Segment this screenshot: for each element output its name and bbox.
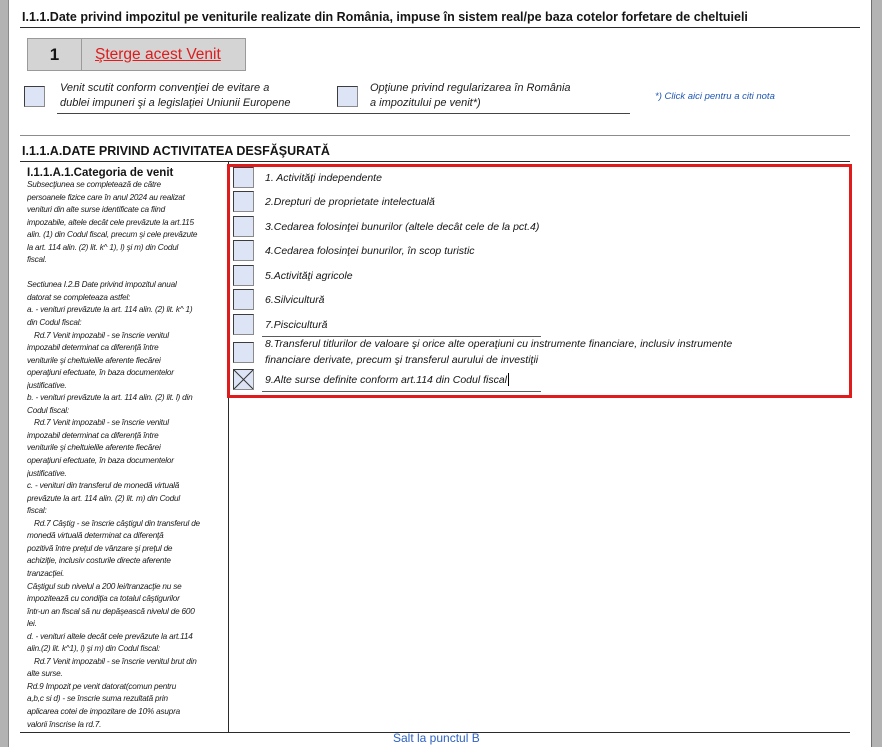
- help-text-line: din Codul fiscal:: [27, 318, 82, 328]
- help-text-line: b. - venituri prevăzute la art. 114 alin. (2) lit. l) din: [27, 393, 193, 403]
- category-checkbox-3[interactable]: [233, 216, 254, 237]
- field-underline: [262, 391, 541, 392]
- regularization-label-line2: a impozitului pe venit*): [370, 97, 481, 109]
- category-item-2: [233, 191, 845, 212]
- help-text-line: impozabile, altele decât cele prevăzute la art.115: [27, 217, 194, 227]
- options-underline: [57, 113, 630, 114]
- category-label-9-text: 9.Alte surse definite conform art.114 din Codul fiscal: [265, 373, 508, 386]
- income-entry-box: [27, 38, 246, 71]
- category-help-text: [27, 179, 226, 731]
- form-section-title: I.1.1.Date privind impozitul pe veniturile realizate din România, impuse în sistem real/pe baza cotelor forfetare de cheltuieli: [22, 10, 748, 24]
- note-link[interactable]: *) Click aici pentru a citi nota: [655, 91, 775, 102]
- help-text-line: operaţiuni efectuate, în baza documentelor: [27, 456, 174, 466]
- viewer-left-margin: [0, 0, 9, 747]
- help-text-line: tranzacţiei.: [27, 568, 65, 578]
- category-checkbox-7[interactable]: [233, 314, 254, 335]
- help-text-line: Codul fiscal:: [27, 405, 69, 415]
- help-text-line: lei.: [27, 619, 37, 629]
- category-item-9: [233, 369, 845, 390]
- help-text-line: a. - venituri prevăzute la art. 114 alin. (2) lit. k^ 1): [27, 305, 193, 315]
- category-item-4: [233, 240, 845, 261]
- category-label-2: 2.Drepturi de proprietate intelectuală: [265, 195, 435, 208]
- regularization-label-line1: Opţiune privind regularizarea în România: [370, 82, 571, 94]
- help-text-line: alte surse.: [27, 669, 63, 679]
- help-text-line: fiscal:: [27, 506, 47, 516]
- title-underline: [20, 27, 860, 28]
- help-text-line: Rd.7 Venit impozabil - se înscrie venitul brut din: [34, 656, 197, 666]
- section-divider: [20, 135, 850, 136]
- category-checkbox-8[interactable]: [233, 342, 254, 363]
- category-item-1: [233, 167, 845, 188]
- help-text-line: Rd.7 Câştig - se înscrie câştigul din transferul de: [34, 518, 200, 528]
- category-label-5: 5.Activităţi agricole: [265, 269, 353, 282]
- help-text-line: veniturile şi cheltuielile aferente fiecărei: [27, 355, 161, 365]
- category-item-5: [233, 265, 845, 286]
- checkmark-x-icon: [234, 370, 253, 389]
- category-item-8: [233, 336, 845, 368]
- jump-to-section-b-link[interactable]: Salt la punctul B: [393, 731, 480, 745]
- help-text-line: impozabil determinat ca diferenţă între: [27, 430, 159, 440]
- category-item-3: [233, 216, 845, 237]
- help-text-line: justificative.: [27, 380, 67, 390]
- help-text-line: operaţiuni efectuate, în baza documentelor: [27, 368, 174, 378]
- exempt-income-label-line2: dublei impuneri şi a legislaţiei Uniunii Europene: [60, 97, 291, 109]
- help-text-line: achiziţie, inclusiv costurile directe aferente: [27, 556, 171, 566]
- help-text-line: Rd.7 Venit impozabil - se înscrie venitul: [34, 418, 169, 428]
- delete-income-link[interactable]: Şterge acest Venit: [95, 46, 221, 63]
- income-number: 1: [28, 39, 82, 70]
- category-checkbox-6[interactable]: [233, 289, 254, 310]
- help-text-line: Subsecţiunea se completează de către: [27, 180, 161, 189]
- help-text-line: Câştigul sub nivelul a 200 lei/tranzacţie nu se: [27, 581, 182, 591]
- category-checkbox-4[interactable]: [233, 240, 254, 261]
- category-item-7: [233, 314, 845, 335]
- regularization-checkbox[interactable]: [337, 86, 358, 107]
- category-label-3: 3.Cedarea folosinţei bunurilor (altele decât cele de la pct.4): [265, 220, 540, 233]
- category-label-4: 4.Cedarea folosinţei bunurilor, în scop turistic: [265, 244, 475, 257]
- help-text-line: monedă virtuală determinat ca diferenţă: [27, 531, 164, 541]
- help-text-line: c. - venituri din transferul de monedă virtuală: [27, 481, 180, 491]
- help-text-line: Rd.7 Venit impozabil - se înscrie venitul: [34, 330, 169, 340]
- category-label-7: 7.Piscicultură: [265, 318, 328, 331]
- category-checkbox-1[interactable]: [233, 167, 254, 188]
- category-checkbox-9[interactable]: [233, 369, 254, 390]
- help-text-line: la art. 114 alin. (2) lit. k^ 1), l) şi m) din Codul: [27, 242, 179, 252]
- section-title: I.1.1.A.DATE PRIVIND ACTIVITATEA DESFĂŞURATĂ: [22, 144, 330, 158]
- help-text-line: impozabil determinat ca diferenţă între: [27, 343, 159, 353]
- category-label-6: 6.Silvicultură: [265, 293, 325, 306]
- section-underline: [20, 161, 850, 162]
- category-label-9: [265, 369, 509, 390]
- help-text-line: d. - venituri altele decât cele prevăzute la art.114: [27, 631, 193, 641]
- help-text-line: persoanele fizice care în anul 2024 au realizat: [27, 192, 185, 202]
- help-text-line: alin. (1) din Codul fiscal, precum şi cele prevăzute: [27, 230, 198, 240]
- help-text-line: veniturile şi cheltuielile aferente fiecărei: [27, 443, 161, 453]
- help-text-spacer: [27, 267, 226, 280]
- help-text-line: valorii înscrise la rd.7.: [27, 719, 102, 729]
- category-label-8: 8.Transferul titlurilor de valoare şi orice alte operaţiuni cu instrumente financiare, inclusiv instrumente financiare derivate, precum şi transferul aurului de investiţii: [265, 338, 733, 366]
- text-cursor: [508, 373, 509, 386]
- category-checkbox-2[interactable]: [233, 191, 254, 212]
- category-label-1: 1. Activităţi independente: [265, 171, 382, 184]
- help-text-line: fiscal.: [27, 255, 47, 265]
- help-text-line: a,b,c si d) - se înscrie suma rezultată prin: [27, 694, 168, 704]
- category-item-6: [233, 289, 845, 310]
- help-text-line: impozitează cu condiţia ca totalul câştigurilor: [27, 594, 180, 604]
- category-title: I.1.1.A.1.Categoria de venit: [27, 167, 174, 179]
- help-text-line: justificative.: [27, 468, 67, 478]
- exempt-income-label-line1: Venit scutit conform convenţiei de evitare a: [60, 82, 270, 94]
- exempt-income-checkbox[interactable]: [24, 86, 45, 107]
- help-text-line: într-un an fiscal să nu depăşească nivelul de 600: [27, 606, 195, 616]
- help-text-line: pozitivă între preţul de vânzare şi preţul de: [27, 543, 173, 553]
- help-text-line: venituri din alte surse identificate ca fiind: [27, 205, 165, 215]
- category-checkbox-5[interactable]: [233, 265, 254, 286]
- help-text-line: aplicarea cotei de impozitare de 10% asupra: [27, 706, 180, 716]
- help-text-line: Sectiunea I.2.B Date privind impozitul anual: [27, 280, 177, 290]
- viewer-right-margin: [871, 0, 882, 747]
- help-text-line: alin.(2) lit. k^1), l) şi m) din Codul fiscal:: [27, 644, 160, 654]
- help-text-line: Rd.9 Impozit pe venit datorat(comun pentru: [27, 681, 177, 691]
- help-text-line: prevăzute la art. 114 alin. (2) lit. m) din Codul: [27, 493, 180, 503]
- help-text-line: datorat se completeaza astfel:: [27, 292, 131, 302]
